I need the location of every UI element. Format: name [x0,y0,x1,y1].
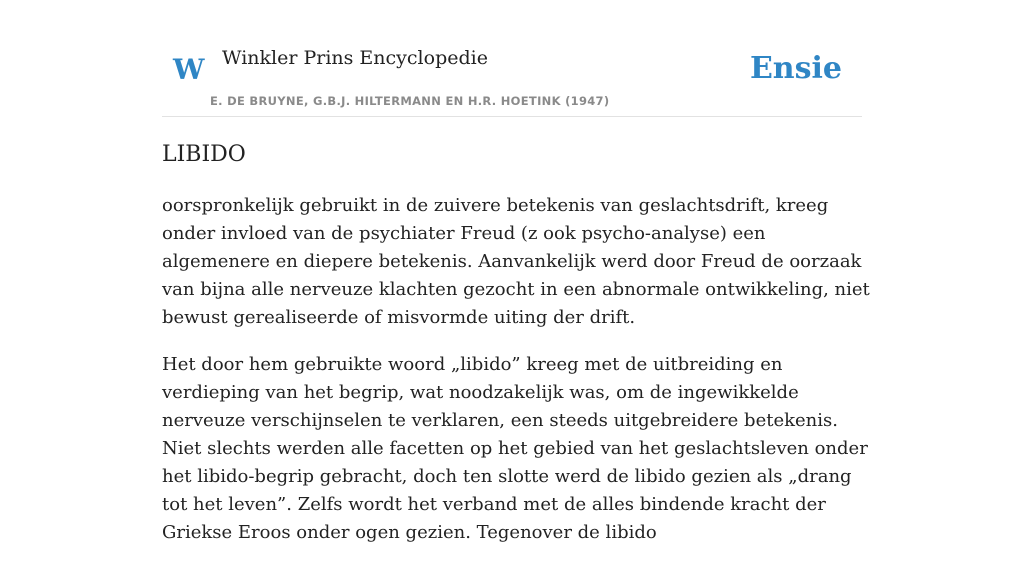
site-header [162,0,862,117]
entry-paragraph: oorspronkelijk gebruikt in de zuivere betekenis van geslachtsdrift, kreeg onder invloed van de psychiater Freud (z ook psycho-analyse) een algemenere en diepere betekenis. Aanvankelijk werd door Freud de oorzaak van bijna alle nerveuze klachten gezocht in een abnormale ontwikkeling, niet bewust gerealiseerde of misvormde uiting der drift. [162,195,870,328]
entry-paragraph: Het door hem gebruikte woord „libido” kreeg met de uitbreiding en verdieping van het begrip, wat noodzakelijk was, om de ingewikkelde nerveuze verschijnselen te verklaren, een steeds uitgebreidere betekenis. Niet slechts werden alle facetten op het gebied van het geslachtsleven onder het libido-begrip gebracht, doch ten slotte werd de libido gezien als „drang tot het leven”. Zelfs wordt het verband met de alles bindende kracht der Griekse Eroos onder ogen gezien. Tegenover de libido [162,354,868,543]
entry-title: LIBIDO [162,142,246,167]
brand-logo-link[interactable]: Ensie [749,51,842,86]
publication-authors: E. DE BRUYNE, G.B.J. HILTERMANN EN H.R. HOETINK (1947) [210,94,610,108]
publication-title[interactable]: Winkler Prins Encyclopedie [222,47,488,69]
publication-logo[interactable]: W [173,53,205,86]
entry-body [162,192,870,566]
